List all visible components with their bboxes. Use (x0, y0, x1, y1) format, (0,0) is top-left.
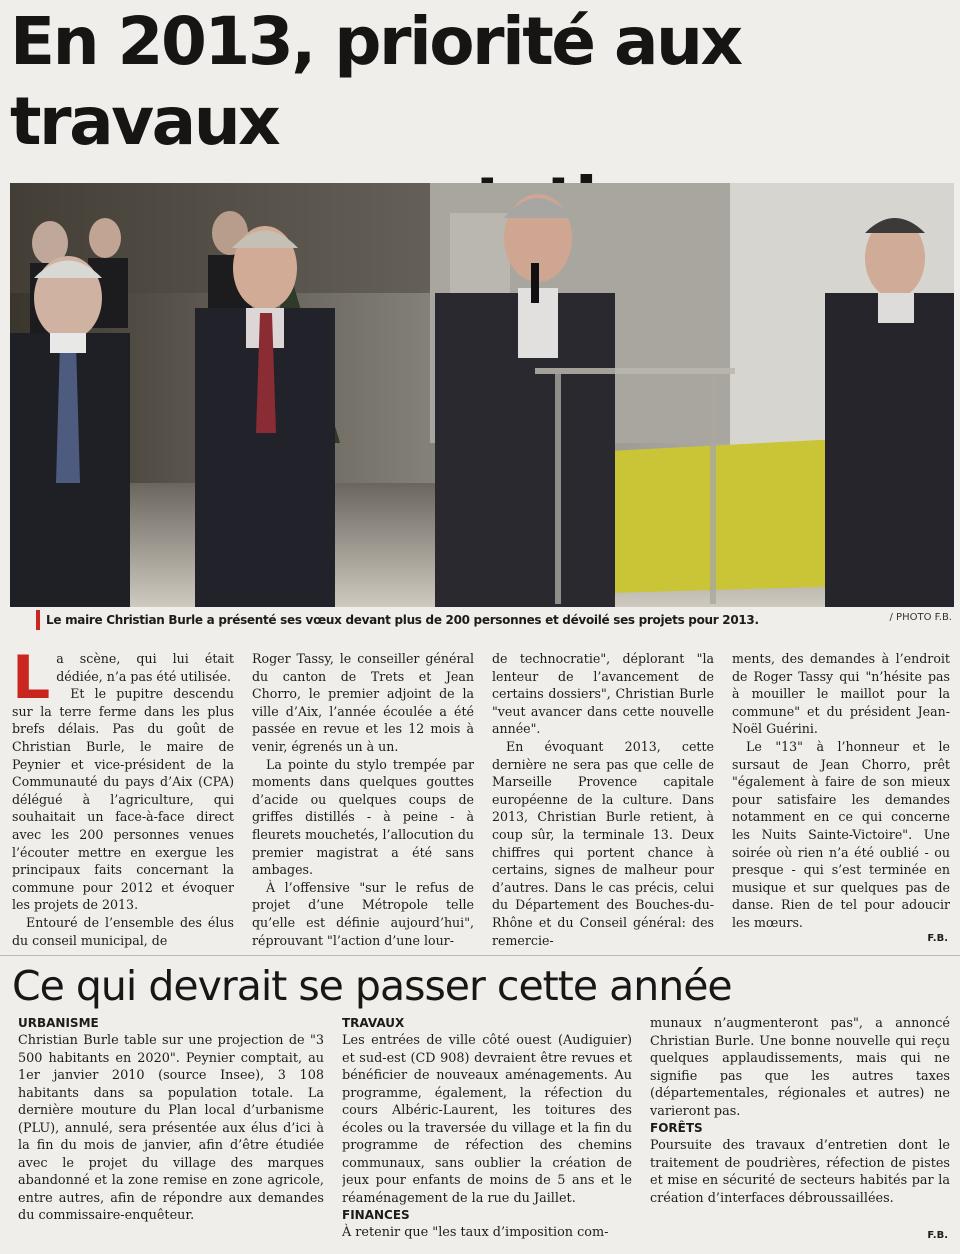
paragraph: Entouré de l’ensemble des élus du conseil municipal, de (12, 914, 234, 948)
paragraph: Le "13" à l’honneur et le sursaut de Jean Chorro, prêt "également à faire de son mieux pour satisfaire les demandes notamment en ce qui concerne les Nuits Sainte-Victoire". Une soirée où rien n’a été oublié - ou presque - qui s’est terminée en musique et sur quelques pas de danse. Rien de tel pour adoucir les mœurs. (732, 738, 950, 930)
paragraph: En évoquant 2013, cette dernière ne sera pas que celle de Marseille Provence capitale européenne de la culture. Dans 2013, Christian Burle retient, à coup sûr, la terminale 13. Deux chiffres qui portent chance à certains, signes de malheur pour d’autres. Dans le cas précis, celui du Département des Bouches-du-Rhône et du Conseil général: des remercie- (492, 738, 714, 948)
paragraph: Poursuite des travaux d’entretien dont le traitement de poudrières, réfection de pistes et mise en sécurité de secteurs habités par la création d’interfaces débroussaillées. (650, 1138, 950, 1206)
section-heading-travaux: TRAVAUX (342, 1016, 405, 1030)
article-column-4 (732, 650, 950, 932)
paragraph: Christian Burle table sur une projection de "3 500 habitants en 2020". Peynier comptait, au 1er janvier 2010 (source Insee), 3 108 habitants dans sa population totale. La dernière mouture du Plan local d’urbanisme (PLU), annulé, sera présentée aux élus d’ici à la fin du mois de janvier, afin d’être étudiée avec le projet du village des marques abandonné et la zone remise en zone agricole, entre autres, afin de répondre aux demandes du commissaire-enquêteur. (18, 1033, 324, 1223)
paragraph: La scène, qui lui était dédiée, n’a pas été utilisée. (12, 650, 234, 713)
article-column-2 (252, 650, 474, 950)
article-photo (10, 183, 954, 607)
paragraph: À l’offensive "sur le refus de projet d’une Métropole telle qu’elle est définie aujourd’hui", réprouvant "l’action d’une lour- (252, 879, 474, 948)
box-title: Ce qui devrait se passer cette année (12, 962, 732, 1010)
box-column-2 (342, 1015, 632, 1245)
section-heading-forets: FORÊTS (650, 1121, 703, 1135)
caption-marker (36, 610, 40, 630)
photo-caption: Le maire Christian Burle a présenté ses vœux devant plus de 200 personnes et dévoilé ses projets pour 2013. (46, 613, 759, 627)
paragraph: Et le pupitre descendu sur la terre ferme dans les plus brefs délais. Pas du goût de Christian Burle, le maire de Peynier et vice-président de la Communauté du pays d’Aix (CPA) délégué à l’agriculture, qui souhaitait un face-à-face direct avec les 200 personnes venues l’écouter mettre en exergue les principaux faits concernant la commune pour 2012 et évoquer les projets de 2013. (12, 686, 234, 913)
paragraph: Les entrées de ville côté ouest (Audiguier) et sud-est (CD 908) devraient être revues et bénéficier de nouveaux aménagements. Au programme, également, la réfection du cours Albéric-Laurent, les toitures des écoles ou la traversée du village et la fin du programme de réfection des chemins communaux, sans oublier la création de jeux pour enfants de moins de 5 ans et le réaménagement de la rue du Jaillet. (342, 1033, 632, 1206)
drop-cap: L (12, 650, 51, 713)
headline-line-1: En 2013, priorité aux travaux (10, 3, 741, 160)
box-signature: F.B. (927, 1230, 948, 1241)
box-column-3 (650, 1015, 950, 1230)
paragraph: de technocratie", déplorant "la lenteur de l’avancement de certains dossiers", Christian Burle "veut avancer dans cette nouvelle année". (492, 651, 714, 737)
box-column-1 (18, 1015, 324, 1245)
paragraph: munaux n’augmenteront pas", a annoncé Christian Burle. Une bonne nouvelle qui reçu quelques applaudissements, mais qui ne signifie pas que les autres taxes (départementales, régionales et autres) ne varieront pas. (650, 1016, 950, 1119)
article-column-1 (12, 650, 234, 950)
paragraph: La pointe du stylo trempée par moments dans quelques gouttes d’acide ou quelques coups de griffes distillés - à peine - à fleurets mouchetés, l’allocution du premier magistrat a été sans ambages. (252, 756, 474, 878)
section-heading-finances: FINANCES (342, 1208, 410, 1222)
article-column-3 (492, 650, 714, 950)
paragraph: À retenir que "les taux d’imposition com- (342, 1225, 609, 1240)
photo-credit: / PHOTO F.B. (889, 612, 952, 623)
article-signature: F.B. (927, 933, 948, 944)
section-divider (0, 955, 960, 956)
paragraph: ments, des demandes à l’endroit de Roger Tassy qui "n’hésite pas à mouiller le maillot pour la commune" et du président Jean-Noël Guérini. (732, 651, 950, 737)
section-heading-urbanisme: URBANISME (18, 1016, 99, 1030)
paragraph: Roger Tassy, le conseiller général du canton de Trets et Jean Chorro, le premier adjoint de la ville d’Aix, l’année écoulée a été passée en revue et les 12 mois à venir, égrenés un à un. (252, 651, 474, 754)
